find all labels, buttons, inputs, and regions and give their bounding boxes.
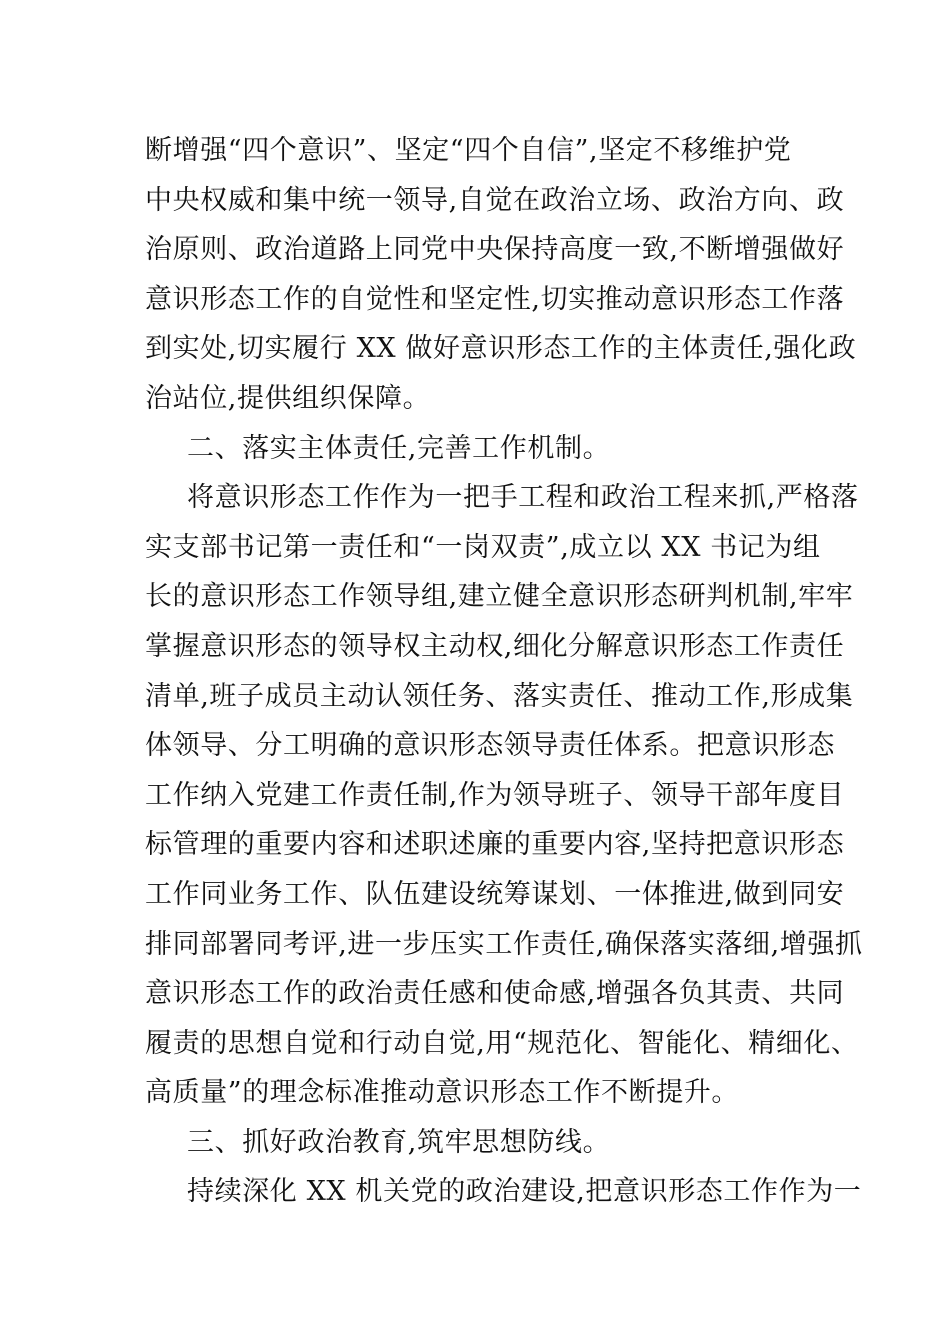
text-line: 清单,班子成员主动认领任务、落实责任、推动工作,形成集 — [145, 680, 854, 712]
section-heading-3: 三、抓好政治教育,筑牢思想防线。 — [187, 1126, 611, 1158]
text-line: 持续深化 XX 机关党的政治建设,把意识形态工作作为一 — [187, 1176, 862, 1208]
document-body — [145, 126, 863, 1217]
text-line: 实支部书记第一责任和“一岗双责”,成立以 XX 书记为组 — [145, 531, 821, 563]
text-line: 排同部署同考评,进一步压实工作责任,确保落实落细,增强抓 — [145, 928, 863, 960]
text-line: 标管理的重要内容和述职述廉的重要内容,坚持把意识形态 — [145, 829, 845, 861]
text-line: 意识形态工作的政治责任感和使命感,增强各负其责、共同 — [145, 978, 845, 1010]
text-line: 意识形态工作的自觉性和坚定性,切实推动意识形态工作落 — [145, 283, 845, 315]
text-line: 履责的思想自觉和行动自觉,用“规范化、智能化、精细化、 — [145, 1027, 859, 1059]
text-line: 掌握意识形态的领导权主动权,细化分解意识形态工作责任 — [145, 630, 845, 662]
section-heading-2: 二、落实主体责任,完善工作机制。 — [187, 432, 611, 464]
text-line: 将意识形态工作作为一把手工程和政治工程来抓,严格落 — [187, 482, 859, 514]
text-line: 高质量”的理念标准推动意识形态工作不断提升。 — [145, 1077, 740, 1109]
text-line: 断增强“四个意识”、坚定“四个自信”,坚定不移维护党 — [145, 135, 792, 166]
text-line: 治站位,提供组织保障。 — [145, 382, 431, 414]
text-line: 治原则、政治道路上同党中央保持高度一致,不断增强做好 — [145, 234, 845, 266]
text-line: 中央权威和集中统一领导,自觉在政治立场、政治方向、政 — [145, 184, 845, 216]
text-line: 长的意识形态工作领导组,建立健全意识形态研判机制,牢牢 — [145, 581, 854, 613]
text-line: 工作同业务工作、队伍建设统筹谋划、一体推进,做到同安 — [145, 878, 845, 910]
text-line: 到实处,切实履行 XX 做好意识形态工作的主体责任,强化政 — [145, 333, 857, 365]
text-line: 工作纳入党建工作责任制,作为领导班子、领导干部年度目 — [145, 779, 845, 811]
text-line: 体领导、分工明确的意识形态领导责任体系。把意识形态 — [145, 730, 835, 762]
